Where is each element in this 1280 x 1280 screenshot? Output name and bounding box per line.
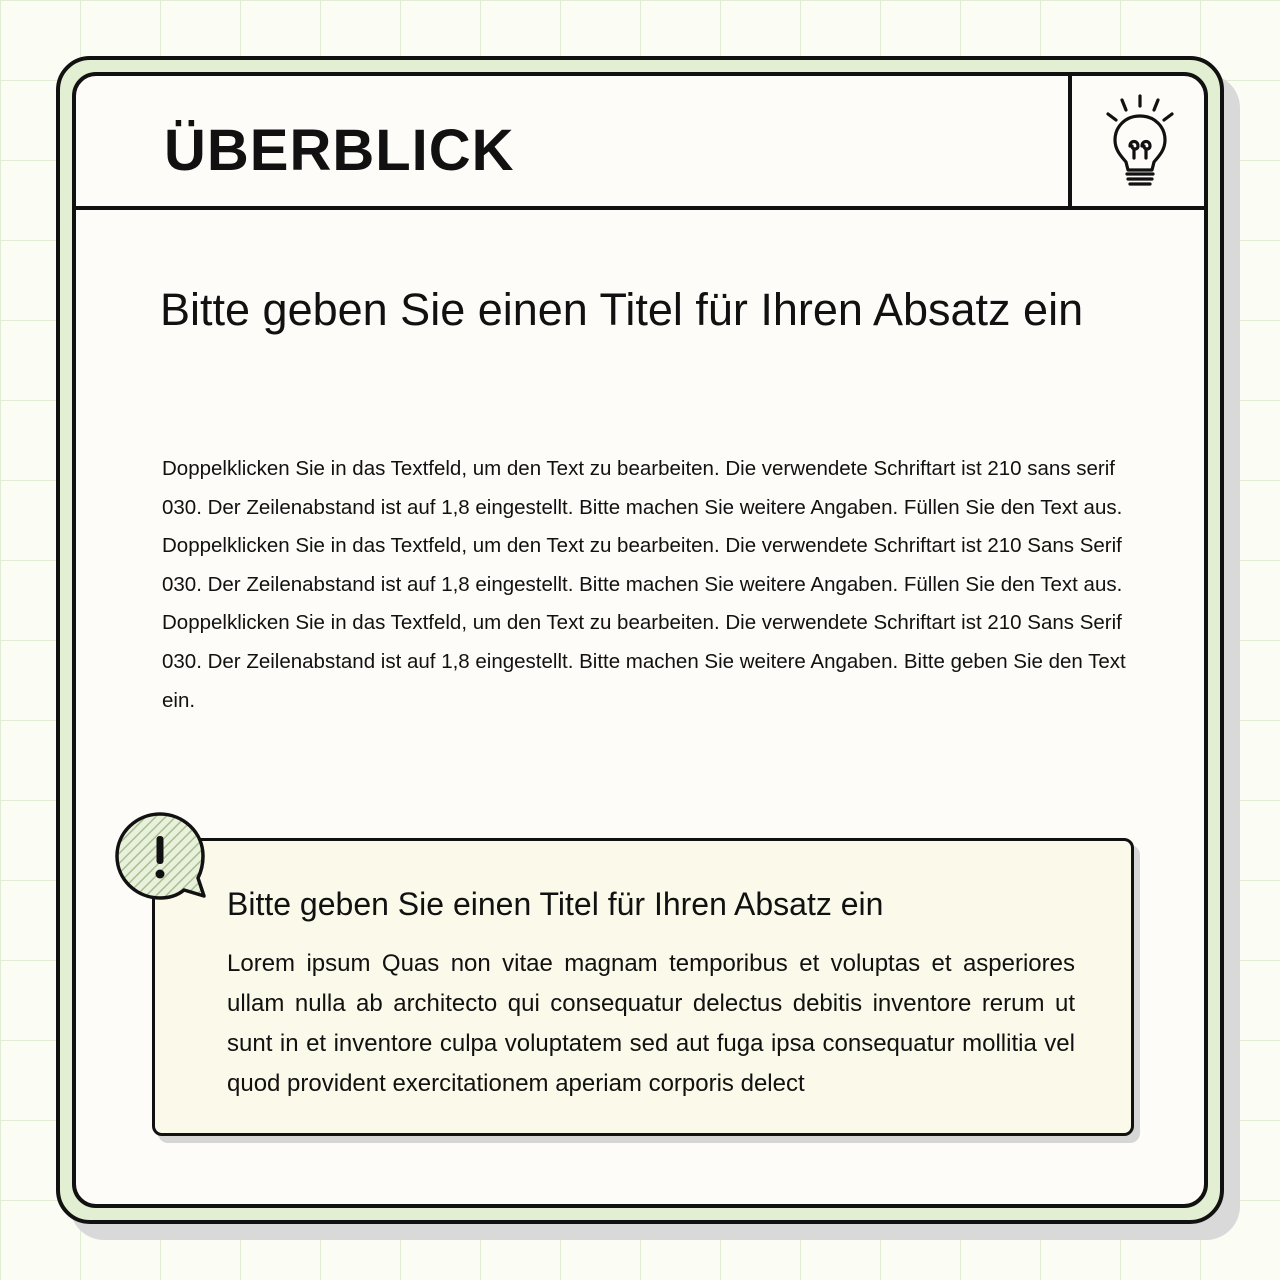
callout-body: Lorem ipsum Quas non vitae magnam temporibus et voluptas et asperiores ullam nulla ab architecto qui consequatur delectus debitis inventore rerum ut sunt in et inventore culpa voluptatem sed aut fuga ipsa consequatur mollitia vel quod provident exercitationem aperiam corporis delect <box>227 950 1075 1097</box>
exclamation-icon <box>112 810 212 910</box>
callout-box <box>152 838 1134 1136</box>
section-body: Doppelklicken Sie in das Textfeld, um den Text zu bearbeiten. Die verwendete Schriftart ist 210 sans serif 030. Der Zeilenabstand ist auf 1,8 eingestellt. Bitte machen Sie weitere Angaben. Füllen Sie den Text aus. Doppelklicken Sie in das Textfeld, um den Text zu bearbeiten. Die verwendete Schriftart ist 210 Sans Serif 030. Der Zeilenabstand ist auf 1,8 eingestellt. Bitte machen Sie weitere Angaben. Füllen Sie den Text aus. Doppelklicken Sie in das Textfeld, um den Text zu bearbeiten. Die verwendete Schriftart ist 210 Sans Serif 030. Der Zeilenabstand ist auf 1,8 eingestellt. Bitte machen Sie weitere Angaben. Bitte geben Sie den Text ein. <box>162 457 1126 712</box>
callout-title: Bitte geben Sie einen Titel für Ihren Absatz ein <box>227 886 884 922</box>
header-icon-cell <box>1068 76 1204 206</box>
card-header <box>76 76 1204 210</box>
section-title: Bitte geben Sie einen Titel für Ihren Absatz ein <box>160 284 1084 335</box>
lightbulb-icon <box>1100 90 1180 190</box>
header-title: ÜBERBLICK <box>164 118 515 183</box>
